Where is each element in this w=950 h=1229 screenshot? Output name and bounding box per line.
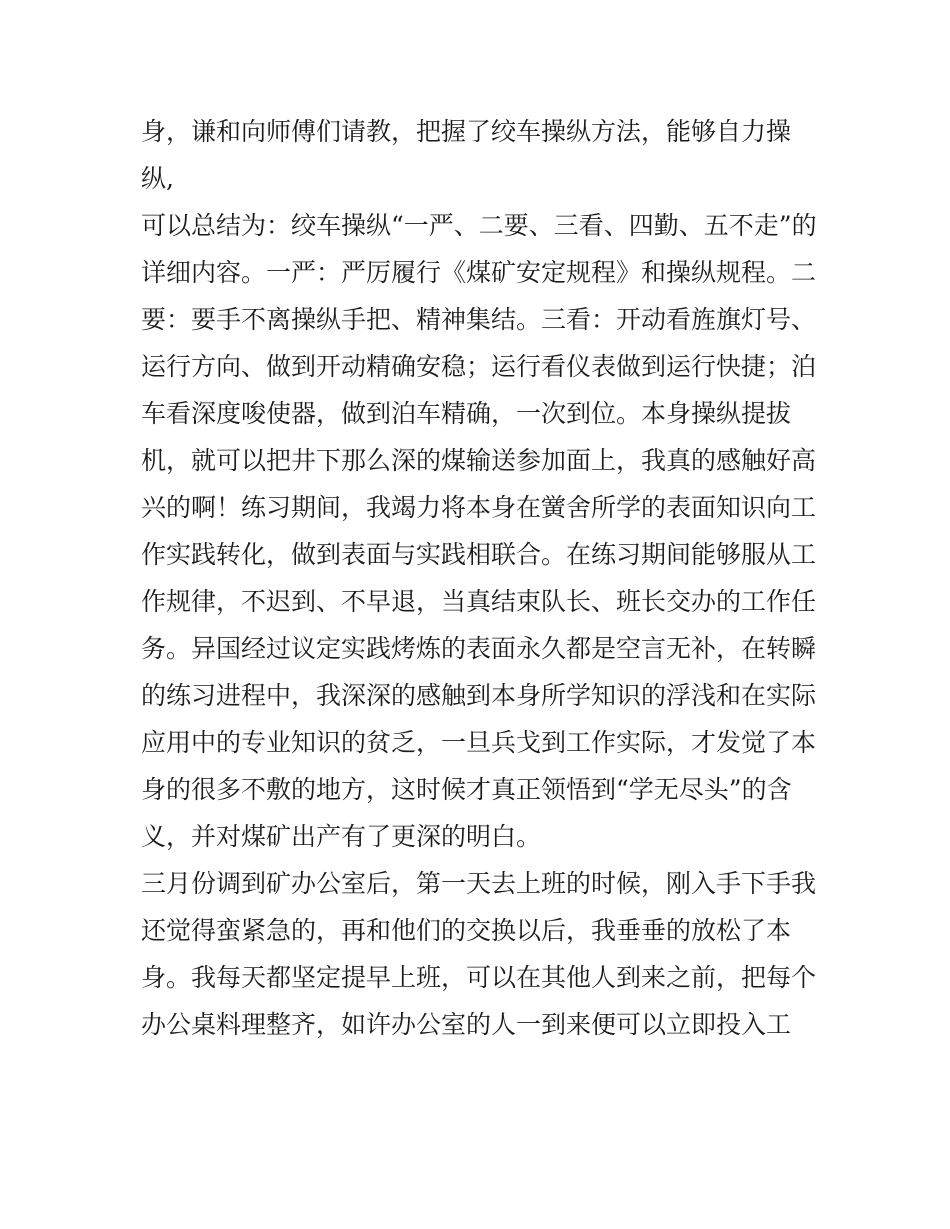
text-line: 详细内容。一严：严厉履行《煤矿安定规程》和操纵规程。二 [141,258,817,287]
text-line: 机，就可以把井下那么深的煤输送参加面上，我真的感触好高 [141,446,817,475]
body-text [141,108,817,1048]
text-line: 办公桌料理整齐，如许办公室的人一到来便可以立即投入工 [141,1010,792,1039]
text-line: 作规律，不迟到、不早退，当真结束队长、班长交办的工作任 [141,587,817,616]
text-line: 可以总结为：绞车操纵“一严、二要、三看、四勤、五不走”的 [141,211,817,240]
text-line: 运行方向、做到开动精确安稳；运行看仪表做到运行快捷；泊 [141,352,817,381]
text-line: 身的很多不敷的地方，这时候才真正领悟到“学无尽头”的含 [141,775,792,804]
text-line: 应用中的专业知识的贫乏，一旦兵戈到工作实际，才发觉了本 [141,728,817,757]
text-line: 义，并对煤矿出产有了更深的明白。 [141,822,542,851]
text-line: 兴的啊！练习期间，我竭力将本身在黉舍所学的表面知识向工 [141,493,817,522]
text-line: 作实践转化，做到表面与实践相联合。在练习期间能够服从工 [141,540,817,569]
text-line: 还觉得蛮紧急的，再和他们的交换以后，我垂垂的放松了本 [141,916,792,945]
text-line: 身，谦和向师傅们请教，把握了绞车操纵方法，能够自力操 [141,117,792,146]
text-line: 要：要手不离操纵手把、精神集结。三看：开动看旌旗灯号、 [141,305,817,334]
text-line: 三月份调到矿办公室后，第一天去上班的时候，刚入手下手我 [141,869,817,898]
text-line: 身。我每天都坚定提早上班，可以在其他人到来之前，把每个 [141,963,817,992]
text-line: 纵, [141,164,174,193]
text-line: 的练习进程中，我深深的感触到本身所学知识的浮浅和在实际 [141,681,817,710]
text-line: 务。异国经过议定实践烤炼的表面永久都是空言无补，在转瞬 [141,634,817,663]
text-line: 车看深度唆使器，做到泊车精确，一次到位。本身操纵提拔 [141,399,792,428]
